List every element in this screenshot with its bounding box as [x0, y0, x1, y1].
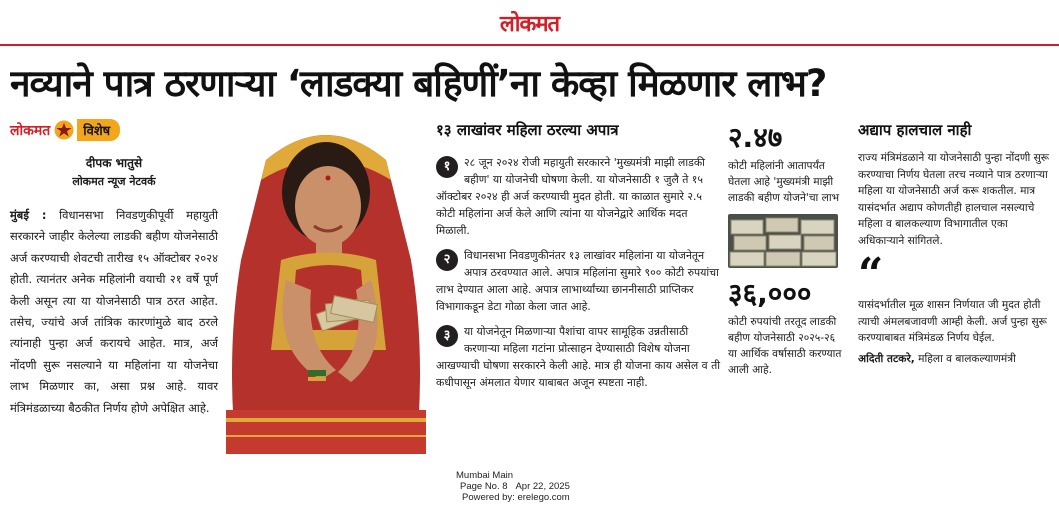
masthead — [0, 0, 1059, 44]
right-column — [858, 120, 1054, 460]
quote-author-role: महिला व बालकल्याणमंत्री — [914, 352, 1016, 365]
dateline: मुंबई : — [10, 208, 47, 222]
byline-column — [10, 118, 218, 458]
newspaper-logo: लोकमत — [499, 12, 560, 37]
list-item — [436, 247, 722, 315]
cash-bundles-icon — [728, 214, 838, 268]
page-footer — [420, 470, 620, 503]
quote-text: यासंदर्भातील मूळ शासन निर्णयात जी मुदत होती त्याची अंमलबजावणी आम्ही केली. अर्ज पुन्हा सुरू करण्याबाबत मंत्रिमंडळ निर्णय घेईल. — [858, 299, 1047, 344]
point-number-badge: ३ — [436, 325, 458, 347]
footer-page: Page No. 8 — [460, 481, 508, 492]
woman-with-money-photo — [226, 120, 426, 454]
point-number-badge: २ — [436, 249, 458, 271]
masthead-divider — [0, 44, 1059, 46]
footer-edition: Mumbai Main — [456, 470, 514, 481]
right-heading: अद्याप हालचाल नाही — [858, 121, 972, 139]
stats-column — [728, 120, 844, 460]
point-text: २८ जून २०२४ रोजी महायुती सरकारने 'मुख्यमंत्री माझी लाडकी बहीण' या योजनेची घोषणा केली. या योजनेसाठी १ जुलै ते १५ ऑक्टोबर २०२४ ही अर्ज करण्याची मुदत होती. या काळात सुमारे २.५ कोटी महिलांना अर्ज केले आणि त्यांना या योजनेद्वारे आर्थिक मदत मिळाली. — [436, 156, 705, 237]
special-label: विशेष — [77, 119, 120, 141]
lead-text: विधानसभा निवडणुकीपूर्वी महायुती सरकारने जाहीर केलेल्या लाडकी बहीण योजनेसाठी अर्ज करण्याची शेवटची तारीख १५ ऑक्टोबर २०२४ होती. त्यानंतर अनेक महिलांनी वयाची २१ वर्षे पूर्ण केली असून त्या या योजनेसाठी पात्र ठरत आहेत. तसेच, ज्यांचे अर्ज तांत्रिक कारणांमुळे बाद ठरले त्यांनाही पुन्हा अर्ज करायचे आहेत. मात्र, अर्ज नोंदणी सुरू नसल्याने या महिलांना या योजनेचा लाभ मिळणार का, असा प्रश्न आहे. यावर मंत्रिमंडळाच्या बैठकीत निर्णय होणे अपेक्षित आहे. — [10, 208, 219, 415]
point-text: विधानसभा निवडणुकीनंतर १३ लाखांवर महिलांना या योजनेतून अपात्र ठरवण्यात आले. अपात्र महिलांना सुमारे ९०० कोटी रुपयांचा लाभ देण्यात आला आहे. अपात्र लाभार्थ्यांच्या छाननीसाठी प्राप्तिकर विभागाकडून डेटा गोळा केला जात आहे. — [436, 249, 719, 313]
quote-author — [858, 351, 1054, 368]
stat-text-beneficiaries: कोटी महिलांनी आतापर्यंत घेतला आहे 'मुख्यमंत्री माझी लाडकी बहीण योजने'चा लाभ — [728, 160, 840, 204]
brand-logo-small: लोकमत — [10, 122, 51, 139]
quote-icon: “ — [858, 249, 884, 300]
photo-illustration — [226, 120, 426, 454]
author-name: दीपक भातुसे — [85, 156, 143, 170]
footer-date: Apr 22, 2025 — [515, 481, 570, 492]
footer-page-date — [420, 481, 620, 492]
stat-number-allocation: ३६,००० — [728, 277, 812, 310]
stat-text-allocation: कोटी रुपयांची तरतूद लाडकी बहीण योजनेसाठी २०२५-२६ या आर्थिक वर्षासाठी करण्यात आली आहे. — [728, 316, 842, 376]
lead-paragraph — [10, 205, 218, 419]
right-paragraph: राज्य मंत्रिमंडळाने या योजनेसाठी पुन्हा नोंदणी सुरू करण्याचा निर्णय घेतला तरच नव्याने पात्र ठरणाऱ्या महिला या योजनेसाठी अर्ज करू शकतील. मात्र यासंदर्भात अद्याप कोणतीही हालचाल नसल्याचे महिला व बालकल्याण विभागातील एका अधिकाऱ्याने सांगितले. — [858, 152, 1050, 247]
footer-powered-by: Powered by: erelego.com — [462, 492, 570, 503]
quote-author-name: अदिती तटकरे, — [858, 352, 915, 365]
author-organization: लोकमत न्यूज नेटवर्क — [72, 175, 156, 188]
star-icon — [54, 120, 74, 140]
list-item — [436, 154, 722, 239]
article-headline: नव्याने पात्र ठरणाऱ्या ‘लाडक्या बहिणीं’ना केव्हा मिळणार लाभ? — [10, 62, 827, 105]
point-number-badge: १ — [436, 156, 458, 178]
point-text: या योजनेतून मिळणाऱ्या पैशांचा वापर सामूहिक उन्नतीसाठी करणाऱ्या महिला गटांना प्रोत्साहन देण्यासाठी विशेष योजना आखण्याची घोषणा सरकारने केली आहे. मात्र ही योजना काय असेल व ती कधीपासून अंमलात येणार याबाबत अजून स्पष्टता नाही. — [436, 325, 721, 389]
points-heading: १३ लाखांवर महिला ठरल्या अपात्र — [436, 121, 619, 139]
list-item — [436, 323, 722, 391]
brand-special-badge — [10, 118, 218, 142]
stat-number-beneficiaries: २.४७ — [728, 121, 783, 154]
points-column — [436, 120, 722, 460]
cash-bundles-photo — [728, 214, 838, 268]
